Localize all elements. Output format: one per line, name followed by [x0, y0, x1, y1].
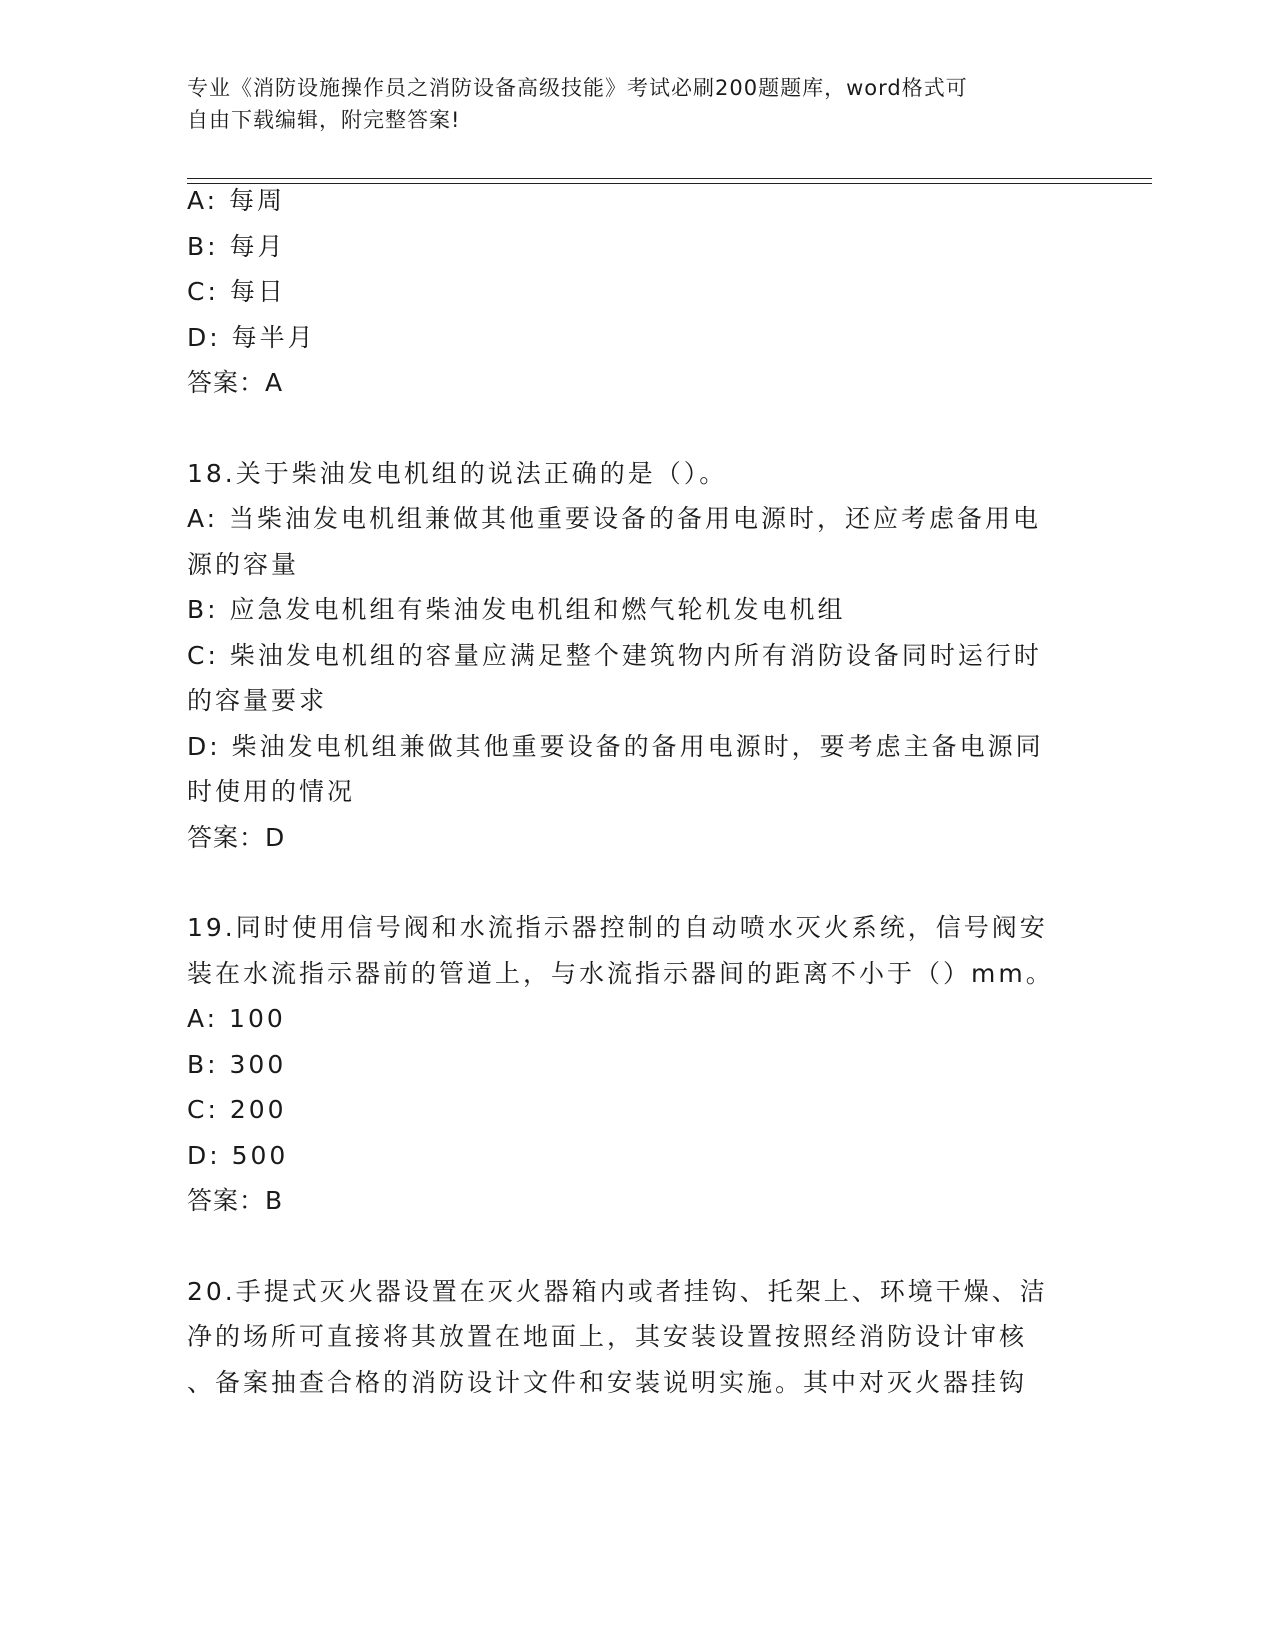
option-c-line-2: 的容量要求: [187, 686, 328, 715]
question-20: [187, 1269, 1067, 1406]
option-a: A: 100: [187, 1004, 286, 1033]
answer-line: 答案：A: [187, 368, 284, 397]
option-a-line-2: 源的容量: [187, 549, 300, 579]
document-header: [187, 72, 1067, 136]
question-stem-line-1: 19.同时使用信号阀和水流指示器控制的自动喷水灭火系统，信号阀安: [187, 913, 1048, 942]
option-a: A: 每周: [187, 186, 286, 215]
question-stem: 18.关于柴油发电机组的说法正确的是（）。: [187, 458, 728, 488]
option-c: C: 200: [187, 1095, 287, 1124]
header-line-2: 自由下载编辑，附完整答案!: [187, 108, 461, 132]
option-b: B: 每月: [187, 231, 286, 261]
header-line-1: 专业《消防设施操作员之消防设备高级技能》考试必刷200题题库，word格式可: [187, 76, 968, 100]
option-d: D: 每半月: [187, 322, 316, 352]
option-c-line-1: C: 柴油发电机组的容量应满足整个建筑物内所有消防设备同时运行时: [187, 640, 1042, 670]
answer-line: 答案：D: [187, 822, 286, 852]
question-stem-line-1: 20.手提式灭火器设置在灭火器箱内或者挂钩、托架上、环境干燥、洁: [187, 1276, 1048, 1306]
question-18: [187, 451, 1067, 861]
question-stem-line-2: 装在水流指示器前的管道上，与水流指示器间的距离不小于（）mm。: [187, 958, 1054, 988]
question-stem-line-3: 、备案抽查合格的消防设计文件和安装说明实施。其中对灭火器挂钩: [187, 1367, 1028, 1397]
question-19: [187, 905, 1067, 1224]
option-d: D: 500: [187, 1140, 289, 1170]
option-c: C: 每日: [187, 277, 286, 306]
option-d-line-2: 时使用的情况: [187, 777, 356, 806]
question-content: [187, 178, 1067, 1405]
question-stem-line-2: 净的场所可直接将其放置在地面上，其安装设置按照经消防设计审核: [187, 1322, 1028, 1351]
option-a-line-1: A: 当柴油发电机组兼做其他重要设备的备用电源时，还应考虑备用电: [187, 504, 1042, 533]
question-17: [187, 178, 1067, 406]
option-b: B: 300: [187, 1049, 287, 1079]
option-b: B: 应急发电机组有柴油发电机组和燃气轮机发电机组: [187, 595, 846, 624]
option-d-line-1: D: 柴油发电机组兼做其他重要设备的备用电源时，要考虑主备电源同: [187, 731, 1044, 761]
answer-line: 答案：B: [187, 1186, 284, 1215]
